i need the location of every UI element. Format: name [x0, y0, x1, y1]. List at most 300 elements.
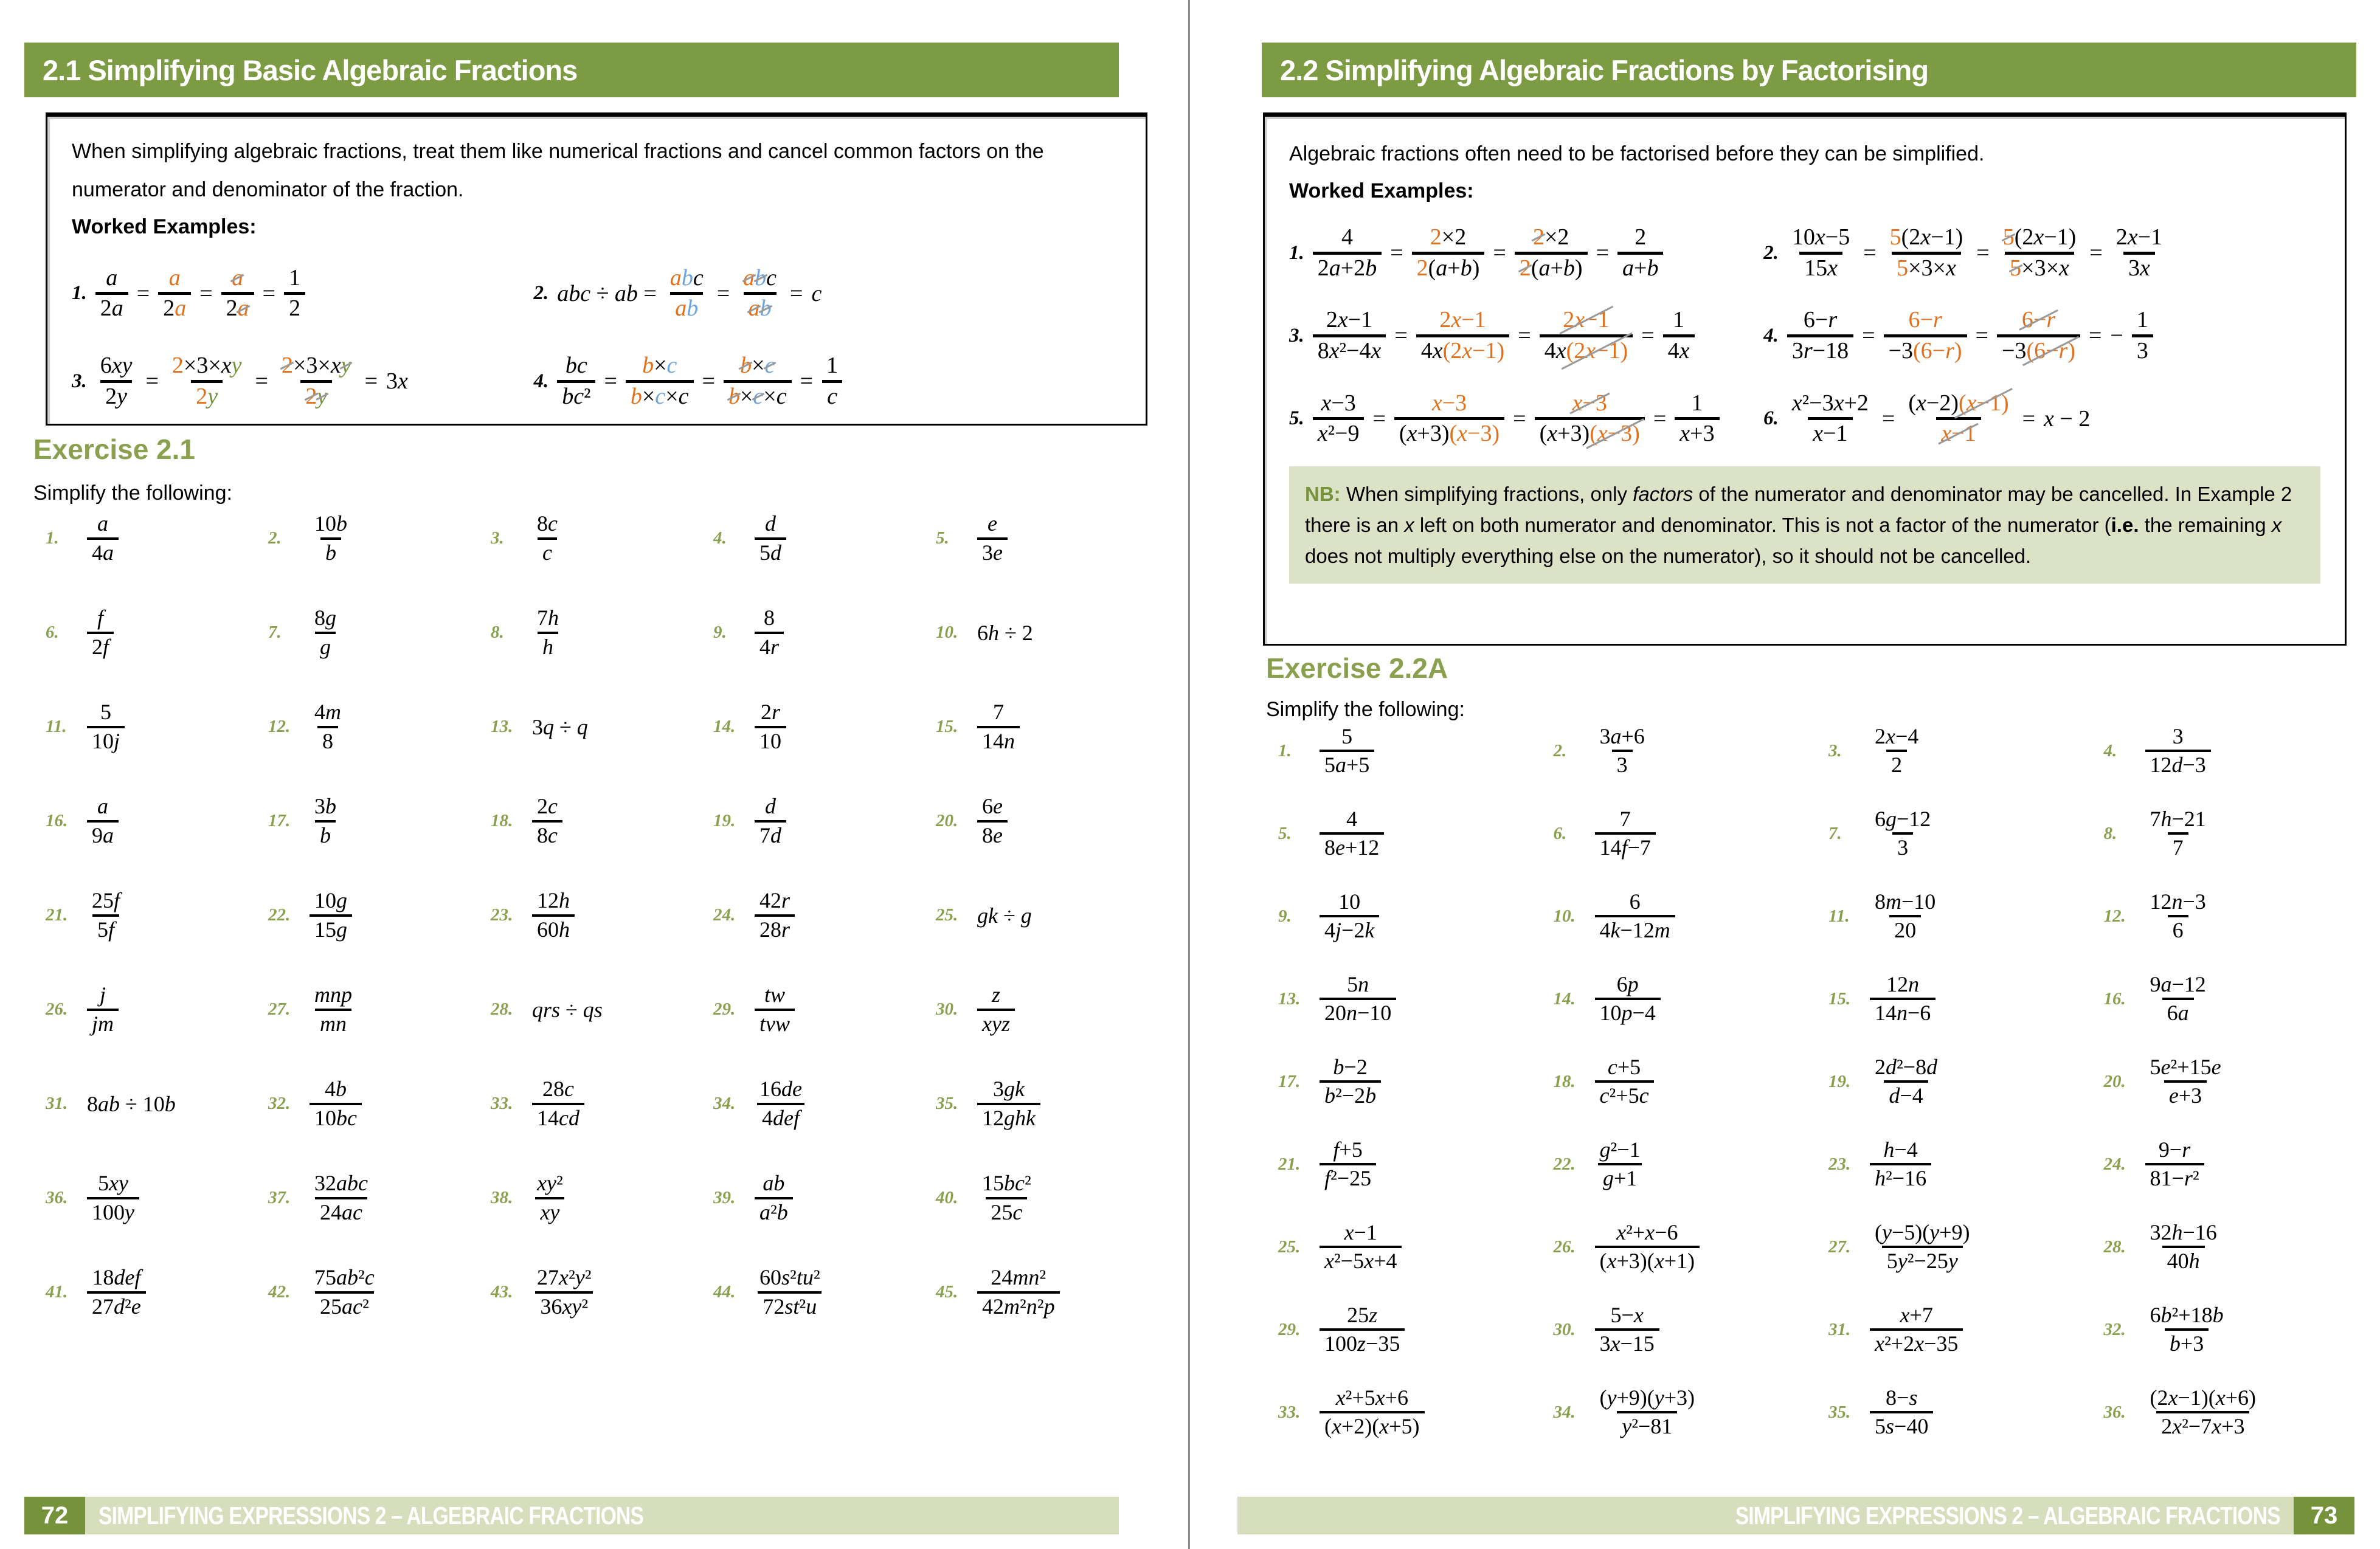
exercise-item — [936, 1170, 1158, 1226]
denominator — [1884, 1080, 1928, 1109]
numerator — [755, 1264, 825, 1291]
exercise-number: 11. — [46, 717, 67, 736]
exercise-number: 25. — [936, 905, 958, 925]
numerator — [1870, 1220, 1975, 1246]
term: 25c — [991, 1199, 1023, 1224]
term: (x+3)(x+1) — [1599, 1249, 1695, 1273]
denominator — [87, 1291, 146, 1320]
exercise-item — [1278, 723, 1554, 779]
fraction — [1412, 224, 1485, 282]
term: 6−r — [1908, 307, 1942, 333]
exercise-item — [1828, 1385, 2104, 1440]
term: 5f — [97, 917, 115, 942]
fraction — [724, 352, 792, 410]
numerator — [284, 264, 305, 292]
term: f²−25 — [1324, 1166, 1372, 1190]
denominator — [315, 820, 336, 849]
exercise-heading: Exercise 2.2A — [1266, 652, 1448, 684]
numerator — [1799, 306, 1842, 334]
exercise-number: 36. — [2103, 1402, 2126, 1422]
exercise-item — [2104, 1385, 2379, 1440]
exercise-item — [2104, 1054, 2379, 1109]
term: (y+9)(y+3) — [1599, 1385, 1695, 1410]
numerator — [1870, 723, 1923, 750]
exercise-number: 42. — [268, 1282, 291, 1302]
term: 5a+5 — [1324, 753, 1370, 777]
term: 6−r — [1803, 307, 1838, 333]
denominator — [755, 632, 784, 660]
numerator — [1870, 1054, 1942, 1080]
term: c — [693, 264, 704, 291]
term: 8e+12 — [1324, 835, 1380, 860]
numerator — [310, 888, 352, 914]
exercise-item — [713, 888, 936, 943]
denominator — [1787, 334, 1853, 365]
numerator — [92, 605, 108, 631]
nb-text-segment: When simplifying fractions, only — [1340, 483, 1633, 506]
denominator — [755, 726, 786, 754]
fraction — [532, 888, 575, 943]
denominator — [986, 1197, 1027, 1226]
term: 5−x — [1610, 1302, 1644, 1327]
term: bc — [565, 353, 587, 379]
numerator — [988, 1076, 1029, 1102]
term: 24mn² — [991, 1265, 1046, 1290]
denominator — [1889, 915, 1921, 944]
fraction — [1870, 1302, 1963, 1358]
term: 4b — [324, 1077, 347, 1102]
fraction — [1885, 224, 1968, 282]
fraction — [2145, 971, 2211, 1027]
numerator — [977, 1170, 1036, 1196]
denominator — [2145, 1163, 2204, 1192]
fraction — [2145, 889, 2211, 944]
fraction — [977, 982, 1015, 1037]
fraction — [87, 511, 119, 566]
exercise-item — [1828, 1302, 2104, 1358]
term: 12ghk — [982, 1105, 1036, 1130]
term: c+5 — [1607, 1054, 1641, 1079]
exercise-number: 25. — [1278, 1237, 1301, 1257]
numerator — [101, 264, 122, 292]
fraction — [977, 1170, 1036, 1226]
term: 10bc — [314, 1105, 357, 1130]
cancelled-term: 2x−1 — [1563, 307, 1610, 333]
fraction — [1540, 306, 1633, 365]
exercise-item — [936, 699, 1158, 754]
term: ab — [763, 1171, 785, 1196]
term: −3 — [1888, 337, 1914, 364]
cancelled-term: y — [317, 383, 328, 409]
cancelled-term: 2 — [1519, 255, 1531, 281]
term: 5n — [1347, 971, 1369, 996]
exercise-number: 3. — [491, 528, 504, 548]
term: jm — [92, 1011, 114, 1036]
term: 5d — [759, 540, 781, 565]
exercise-item — [2104, 723, 2379, 779]
term: ×3×x — [292, 353, 341, 379]
term: a — [97, 511, 108, 536]
term: j — [99, 982, 106, 1007]
denominator — [1808, 417, 1852, 448]
denominator — [977, 1103, 1040, 1131]
numerator — [1337, 723, 1357, 750]
cancelled-term: 5 — [2002, 224, 2015, 250]
term: 60h — [537, 917, 570, 942]
exercise-number: 21. — [46, 905, 68, 925]
denominator — [1617, 1411, 1677, 1440]
numerator — [1878, 1137, 1922, 1163]
exercise-number: 30. — [936, 999, 958, 1019]
term: 5 — [1889, 224, 1901, 250]
denominator — [1870, 998, 1935, 1026]
math-text: = — [1863, 240, 1877, 266]
cancelled-term: 5 — [2010, 255, 2022, 281]
term: ×3×x — [1908, 255, 1956, 281]
section-title: 2.1 Simplifying Basic Algebraic Fractions — [43, 53, 578, 86]
denominator — [300, 380, 332, 411]
fraction — [755, 793, 786, 849]
term: 2 — [1430, 224, 1442, 250]
denominator — [626, 380, 694, 411]
exercise-number: 12. — [268, 717, 291, 736]
numerator — [561, 352, 592, 380]
exercise-number: 36. — [46, 1188, 68, 1207]
term: a — [97, 794, 108, 819]
numerator — [760, 511, 781, 537]
exercise-number: 20. — [936, 811, 958, 830]
term: 24ac — [320, 1199, 362, 1224]
example-number: 1. — [72, 282, 87, 305]
fraction — [1870, 1054, 1942, 1109]
term: 5 — [1897, 255, 1909, 281]
fraction — [755, 699, 786, 754]
exercise-item — [491, 605, 713, 660]
numerator — [538, 1076, 579, 1102]
exercise-number: 22. — [1553, 1154, 1576, 1174]
exercise-number: 45. — [936, 1282, 958, 1302]
exercise-item — [1828, 806, 2104, 861]
denominator — [1320, 1080, 1381, 1109]
term: x−3 — [1431, 390, 1467, 416]
exercise-number: 31. — [1828, 1319, 1851, 1339]
exercise-item — [1278, 1054, 1554, 1109]
fraction — [2145, 1137, 2204, 1192]
cancelled-term: b — [728, 383, 740, 409]
term: 28c — [542, 1077, 574, 1102]
exercise-item — [1828, 1137, 2104, 1192]
denominator — [1598, 1163, 1642, 1192]
denominator — [755, 1009, 795, 1037]
term: 27d²e — [92, 1294, 141, 1319]
term: 6b²+18b — [2150, 1302, 2224, 1327]
denominator — [757, 1103, 804, 1131]
term: 3b — [314, 794, 336, 819]
cancelled-term: x−1 — [1941, 421, 1976, 447]
term: a — [175, 295, 187, 322]
math-text: = — [1513, 405, 1526, 432]
denominator — [1892, 832, 1913, 861]
nb-text-segment: x — [2271, 514, 2282, 537]
term: d — [765, 511, 776, 536]
fraction — [1870, 806, 1935, 861]
term: z — [991, 982, 1000, 1007]
term: y — [207, 383, 218, 409]
denominator — [315, 632, 336, 660]
numerator — [310, 1170, 373, 1196]
term: 14f−7 — [1599, 835, 1651, 860]
term: 14cd — [537, 1105, 579, 1130]
term: 2 — [289, 295, 301, 322]
numerator — [1316, 390, 1360, 418]
cancelled-term: c — [753, 383, 764, 409]
cancelled-term: (2x−1) — [1566, 337, 1628, 364]
term: −3 — [2002, 337, 2027, 364]
numerator — [2154, 1137, 2195, 1163]
term: 8 — [322, 728, 333, 753]
cancelled-term: (x−3) — [1590, 421, 1640, 447]
term: (x−2) — [1908, 390, 1959, 416]
example-number: 3. — [72, 370, 87, 392]
fraction — [1617, 224, 1663, 282]
numerator — [1903, 390, 2013, 418]
numerator — [637, 352, 682, 380]
term: x²−9 — [1317, 421, 1360, 447]
denominator — [1617, 252, 1663, 283]
term: 8e — [982, 823, 1003, 847]
term: 7 — [993, 700, 1004, 725]
numerator — [1625, 889, 1645, 915]
exercise-item — [713, 1170, 936, 1226]
fraction — [1320, 723, 1374, 779]
denominator — [315, 1009, 351, 1037]
math-text: = — [2022, 405, 2036, 432]
denominator — [532, 820, 562, 849]
term: 10p−4 — [1599, 1001, 1656, 1025]
exercise-item — [491, 1170, 713, 1226]
math-text: = — [800, 368, 814, 395]
term: 3 — [2136, 337, 2148, 364]
term: 25f — [92, 888, 120, 913]
term: x+7 — [1900, 1302, 1933, 1327]
fraction — [1595, 723, 1650, 779]
math-text: = — [1976, 240, 1990, 266]
exercise-number: 23. — [1828, 1154, 1851, 1174]
fraction — [310, 982, 357, 1037]
term: 3a+6 — [1599, 723, 1645, 748]
numerator — [1611, 1220, 1683, 1246]
worked-example — [72, 264, 533, 323]
fraction — [1870, 723, 1923, 779]
math-text: = — [1862, 323, 1875, 349]
fraction — [1320, 1054, 1381, 1109]
math-text: = — [1653, 405, 1667, 432]
numerator — [310, 511, 352, 537]
fraction — [1870, 1220, 1975, 1275]
term: 4a — [92, 540, 114, 565]
exercise-number: 10. — [1553, 906, 1576, 926]
term: 3 — [1616, 753, 1628, 777]
exercise-item — [491, 1076, 713, 1131]
numerator — [1427, 390, 1472, 418]
exercise-number: 1. — [46, 528, 59, 548]
math-text: 6h ÷ 2 — [977, 620, 1033, 645]
denominator — [92, 914, 119, 943]
cancelled-term: b — [759, 295, 772, 322]
fraction — [1595, 1385, 1700, 1440]
term: 32abc — [314, 1171, 368, 1196]
math-text: = — [702, 368, 715, 395]
math-text: = — [604, 368, 617, 395]
numerator — [1895, 1302, 1938, 1328]
term: x−3 — [1321, 390, 1356, 416]
denominator — [87, 1009, 119, 1037]
term: b — [681, 264, 693, 291]
fraction — [158, 264, 191, 323]
term: 15g — [314, 917, 347, 942]
intro-text: When simplifying algebraic fractions, treat them like numerical fractions and cancel common factors on the numerator and denominator of the fraction. — [72, 140, 1044, 201]
numerator — [986, 1264, 1051, 1291]
term: c — [827, 383, 837, 409]
term: g+1 — [1602, 1166, 1638, 1190]
cancelled-term: a — [748, 295, 760, 322]
numerator — [2017, 306, 2060, 334]
term: xy — [540, 1199, 560, 1224]
exercise-item — [1554, 1137, 1829, 1192]
numerator — [822, 352, 843, 380]
exercise-number: 10. — [936, 623, 958, 642]
fraction — [87, 1264, 146, 1320]
numerator — [310, 605, 341, 631]
numerator — [1668, 306, 1689, 334]
exercise-item — [46, 793, 268, 849]
term: 2c — [537, 794, 558, 819]
term: x−1 — [1813, 421, 1848, 447]
exercise-item — [1278, 1385, 1554, 1440]
numerator — [1334, 889, 1365, 915]
fraction — [1313, 306, 1386, 365]
denominator — [538, 537, 557, 566]
fraction — [977, 511, 1008, 566]
denominator — [977, 726, 1020, 754]
math-text: = — [790, 280, 803, 306]
fraction — [277, 352, 356, 410]
term: 72st²u — [763, 1294, 817, 1319]
fraction — [87, 982, 119, 1037]
numerator — [1603, 1054, 1645, 1080]
term: 4def — [762, 1105, 800, 1130]
numerator — [1321, 306, 1377, 334]
term: 4j−2k — [1324, 918, 1375, 942]
denominator — [1416, 334, 1510, 365]
exercise-number: 6. — [1553, 823, 1567, 843]
exercise-number: 24. — [713, 905, 736, 925]
exercise-item — [936, 1076, 1158, 1131]
term: (a+b) — [1531, 255, 1583, 281]
denominator — [1612, 750, 1633, 778]
exercise-item — [46, 888, 268, 943]
fraction — [755, 1170, 793, 1226]
exercise-number: 22. — [268, 905, 291, 925]
fraction — [532, 1170, 568, 1226]
exercise-number: 5. — [936, 528, 949, 548]
term: 28r — [759, 917, 790, 942]
exercise-item — [2104, 889, 2379, 944]
exercise-number: 29. — [1278, 1319, 1301, 1339]
exercise-number: 37. — [268, 1188, 291, 1207]
fraction — [977, 1264, 1060, 1320]
fraction — [1870, 889, 1940, 944]
denominator — [87, 1197, 139, 1226]
fraction — [1903, 390, 2013, 448]
nb-text-segment: of the numerator and denominator may be cancelled. In Example 2 there is an — [1305, 483, 2292, 537]
exercise-number: 23. — [491, 905, 513, 925]
cancelled-term: 2 — [1532, 224, 1545, 250]
exercise-item — [1828, 971, 2104, 1027]
cancelled-term: a — [237, 295, 249, 322]
term: 42r — [759, 888, 790, 913]
fraction — [1595, 1302, 1659, 1358]
denominator — [1320, 750, 1374, 778]
nb-label: NB: — [1305, 483, 1341, 506]
exercise-item — [1554, 971, 1829, 1027]
numerator — [2145, 1385, 2261, 1411]
exercise-number: 6. — [46, 623, 59, 642]
math-text: = — [1518, 323, 1531, 349]
term: 60s²tu² — [759, 1265, 820, 1290]
denominator — [1595, 832, 1656, 861]
numerator — [755, 888, 795, 914]
exercise-item — [713, 699, 936, 754]
exercise-item — [2104, 1137, 2379, 1192]
term: × — [642, 383, 656, 409]
fraction — [310, 1264, 379, 1320]
term: 4x — [1420, 337, 1443, 364]
denominator — [977, 1291, 1060, 1320]
denominator — [1595, 998, 1661, 1026]
term: (2x−1) — [1442, 337, 1505, 364]
exercise-item — [713, 605, 936, 660]
exercise-item — [491, 793, 713, 849]
exercise-item — [936, 982, 1158, 1037]
term: 2 — [171, 353, 184, 379]
denominator — [538, 632, 558, 660]
term: 8c — [537, 511, 558, 536]
example-number: 3. — [1289, 324, 1304, 347]
math-text: = — [1493, 240, 1506, 266]
math-text: − — [2110, 323, 2123, 349]
exercise-item — [2104, 1302, 2379, 1358]
nb-note — [1289, 466, 2320, 584]
term: (x−3) — [1449, 421, 1500, 447]
term: ×2 — [1544, 224, 1569, 250]
fraction — [2132, 306, 2153, 365]
math-text: = — [2089, 240, 2103, 266]
term: f — [97, 605, 104, 630]
nb-text — [1305, 483, 2292, 567]
term: (2x−1) — [1901, 224, 1963, 250]
fraction — [1787, 224, 1855, 282]
denominator — [1320, 998, 1396, 1026]
example-number: 4. — [1763, 324, 1779, 347]
fraction — [2145, 1302, 2229, 1358]
numerator — [532, 511, 562, 537]
fraction — [755, 888, 795, 943]
term: 18def — [92, 1265, 141, 1290]
term: 20 — [1894, 918, 1917, 942]
denominator — [100, 380, 132, 411]
denominator — [1320, 1411, 1425, 1440]
